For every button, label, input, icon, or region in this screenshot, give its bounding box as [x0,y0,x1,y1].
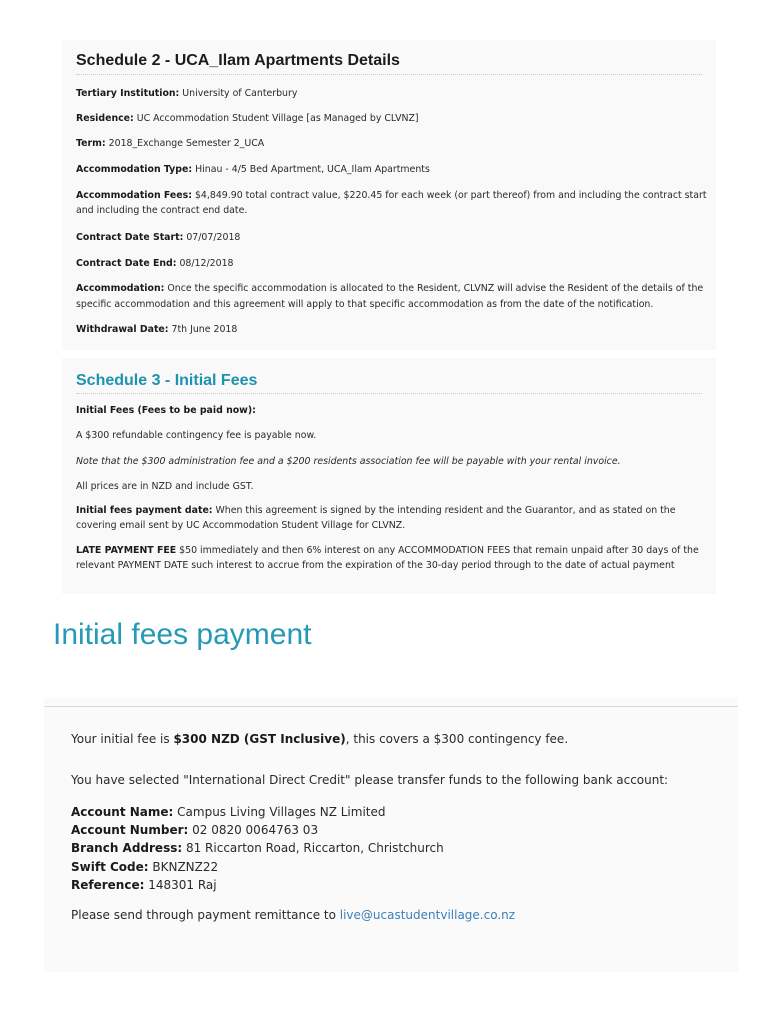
term-row [76,137,264,151]
accommodation-value: Once the specific accommodation is allocated to the Resident, CLVNZ will advise the Resident of the details of the [164,283,704,294]
account-name-row [71,803,386,821]
remittance-prefix: Please send through payment remittance to [71,908,340,922]
schedule-3-title: Schedule 3 - Initial Fees [76,372,258,389]
late-fee-continued: relevant PAYMENT DATE such interest to accrue from the expiration of the 30-day period through to the date of actual payment [76,560,675,571]
contract-start-label: Contract Date Start: [76,232,184,243]
accommodation-fees-label: Accommodation Fees: [76,190,192,201]
withdrawal-value: 7th June 2018 [168,324,238,335]
payment-date-label: Initial fees payment date: [76,505,213,516]
payment-date-row [76,504,676,518]
withdrawal-label: Withdrawal Date: [76,324,169,335]
account-name-label: Account Name: [71,805,174,819]
residence-value: UC Accommodation Student Village [as Managed by CLVNZ] [133,113,419,124]
term-label: Term: [76,138,106,149]
swift-code-label: Swift Code: [71,860,149,874]
contract-end-value: 08/12/2018 [176,258,234,269]
payment-date-continued: covering email sent by UC Accommodation Student Village for CLVNZ. [76,520,406,531]
fees-note: Note that the $300 administration fee and a $200 residents association fee will be payable with your rental invoice. [76,456,621,467]
fee-prefix: Your initial fee is [71,732,174,746]
accommodation-fees-continued: and including the contract end date. [76,205,248,216]
remittance-text [71,906,515,924]
institution-value: University of Canterbury [179,88,298,99]
prices-text: All prices are in NZD and include GST. [76,481,254,492]
initial-fees-heading-text: Initial Fees (Fees to be paid now): [76,405,256,416]
branch-address-label: Branch Address: [71,841,183,855]
contract-end-row [76,257,234,271]
late-fee-row [76,544,699,558]
divider [76,393,702,394]
contract-start-value: 07/07/2018 [183,232,241,243]
reference-value: 148301 Raj [144,878,217,892]
payment-date-value: When this agreement is signed by the intending resident and the Guarantor, and as stated on the [212,505,676,516]
reference-row [71,876,217,894]
institution-label: Tertiary Institution: [76,88,180,99]
branch-address-value: 81 Riccarton Road, Riccarton, Christchurch [182,841,444,855]
divider [76,74,702,75]
residence-label: Residence: [76,113,134,124]
swift-code-value: BKNZNZ22 [148,860,219,874]
contract-start-row [76,231,240,245]
late-fee-value: $50 immediately and then 6% interest on any ACCOMMODATION FEES that remain unpaid after 30 days of the [176,545,699,556]
accommodation-fees-value: $4,849.90 total contract value, $220.45 for each week (or part thereof) from and including the contract start [191,190,707,201]
accommodation-label: Accommodation: [76,283,165,294]
accommodation-type-label: Accommodation Type: [76,164,193,175]
payment-title: Initial fees payment [53,618,312,651]
reference-label: Reference: [71,878,145,892]
contingency-text: A $300 refundable contingency fee is payable now. [76,430,317,441]
late-fee-label: LATE PAYMENT FEE [76,545,177,556]
account-number-label: Account Number: [71,823,189,837]
institution-row [76,87,297,101]
initial-fee-text [71,730,568,748]
account-number-row [71,821,318,839]
accommodation-continued: specific accommodation and this agreement will apply to that specific accommodation as from the date of the notification. [76,299,654,310]
account-name-value: Campus Living Villages NZ Limited [173,805,386,819]
accommodation-type-row [76,163,430,177]
remittance-email-link[interactable]: live@ucastudentvillage.co.nz [339,908,516,922]
account-number-value: 02 0820 0064763 03 [188,823,319,837]
payment-divider [44,706,738,707]
fee-suffix: , this covers a $300 contingency fee. [345,732,569,746]
withdrawal-row [76,323,237,337]
term-value: 2018_Exchange Semester 2_UCA [105,138,265,149]
initial-fees-heading [76,404,256,418]
accommodation-type-value: Hinau - 4/5 Bed Apartment, UCA_Ilam Apartments [192,164,430,175]
residence-row [76,112,419,126]
accommodation-row [76,282,703,296]
swift-code-row [71,858,218,876]
accommodation-fees-row [76,189,707,203]
branch-address-row [71,839,444,857]
selected-method-text: You have selected "International Direct Credit" please transfer funds to the following bank account: [71,773,669,787]
schedule-2-title: Schedule 2 - UCA_Ilam Apartments Details [76,52,400,69]
fee-amount: $300 NZD (GST Inclusive) [173,732,346,746]
contract-end-label: Contract Date End: [76,258,177,269]
